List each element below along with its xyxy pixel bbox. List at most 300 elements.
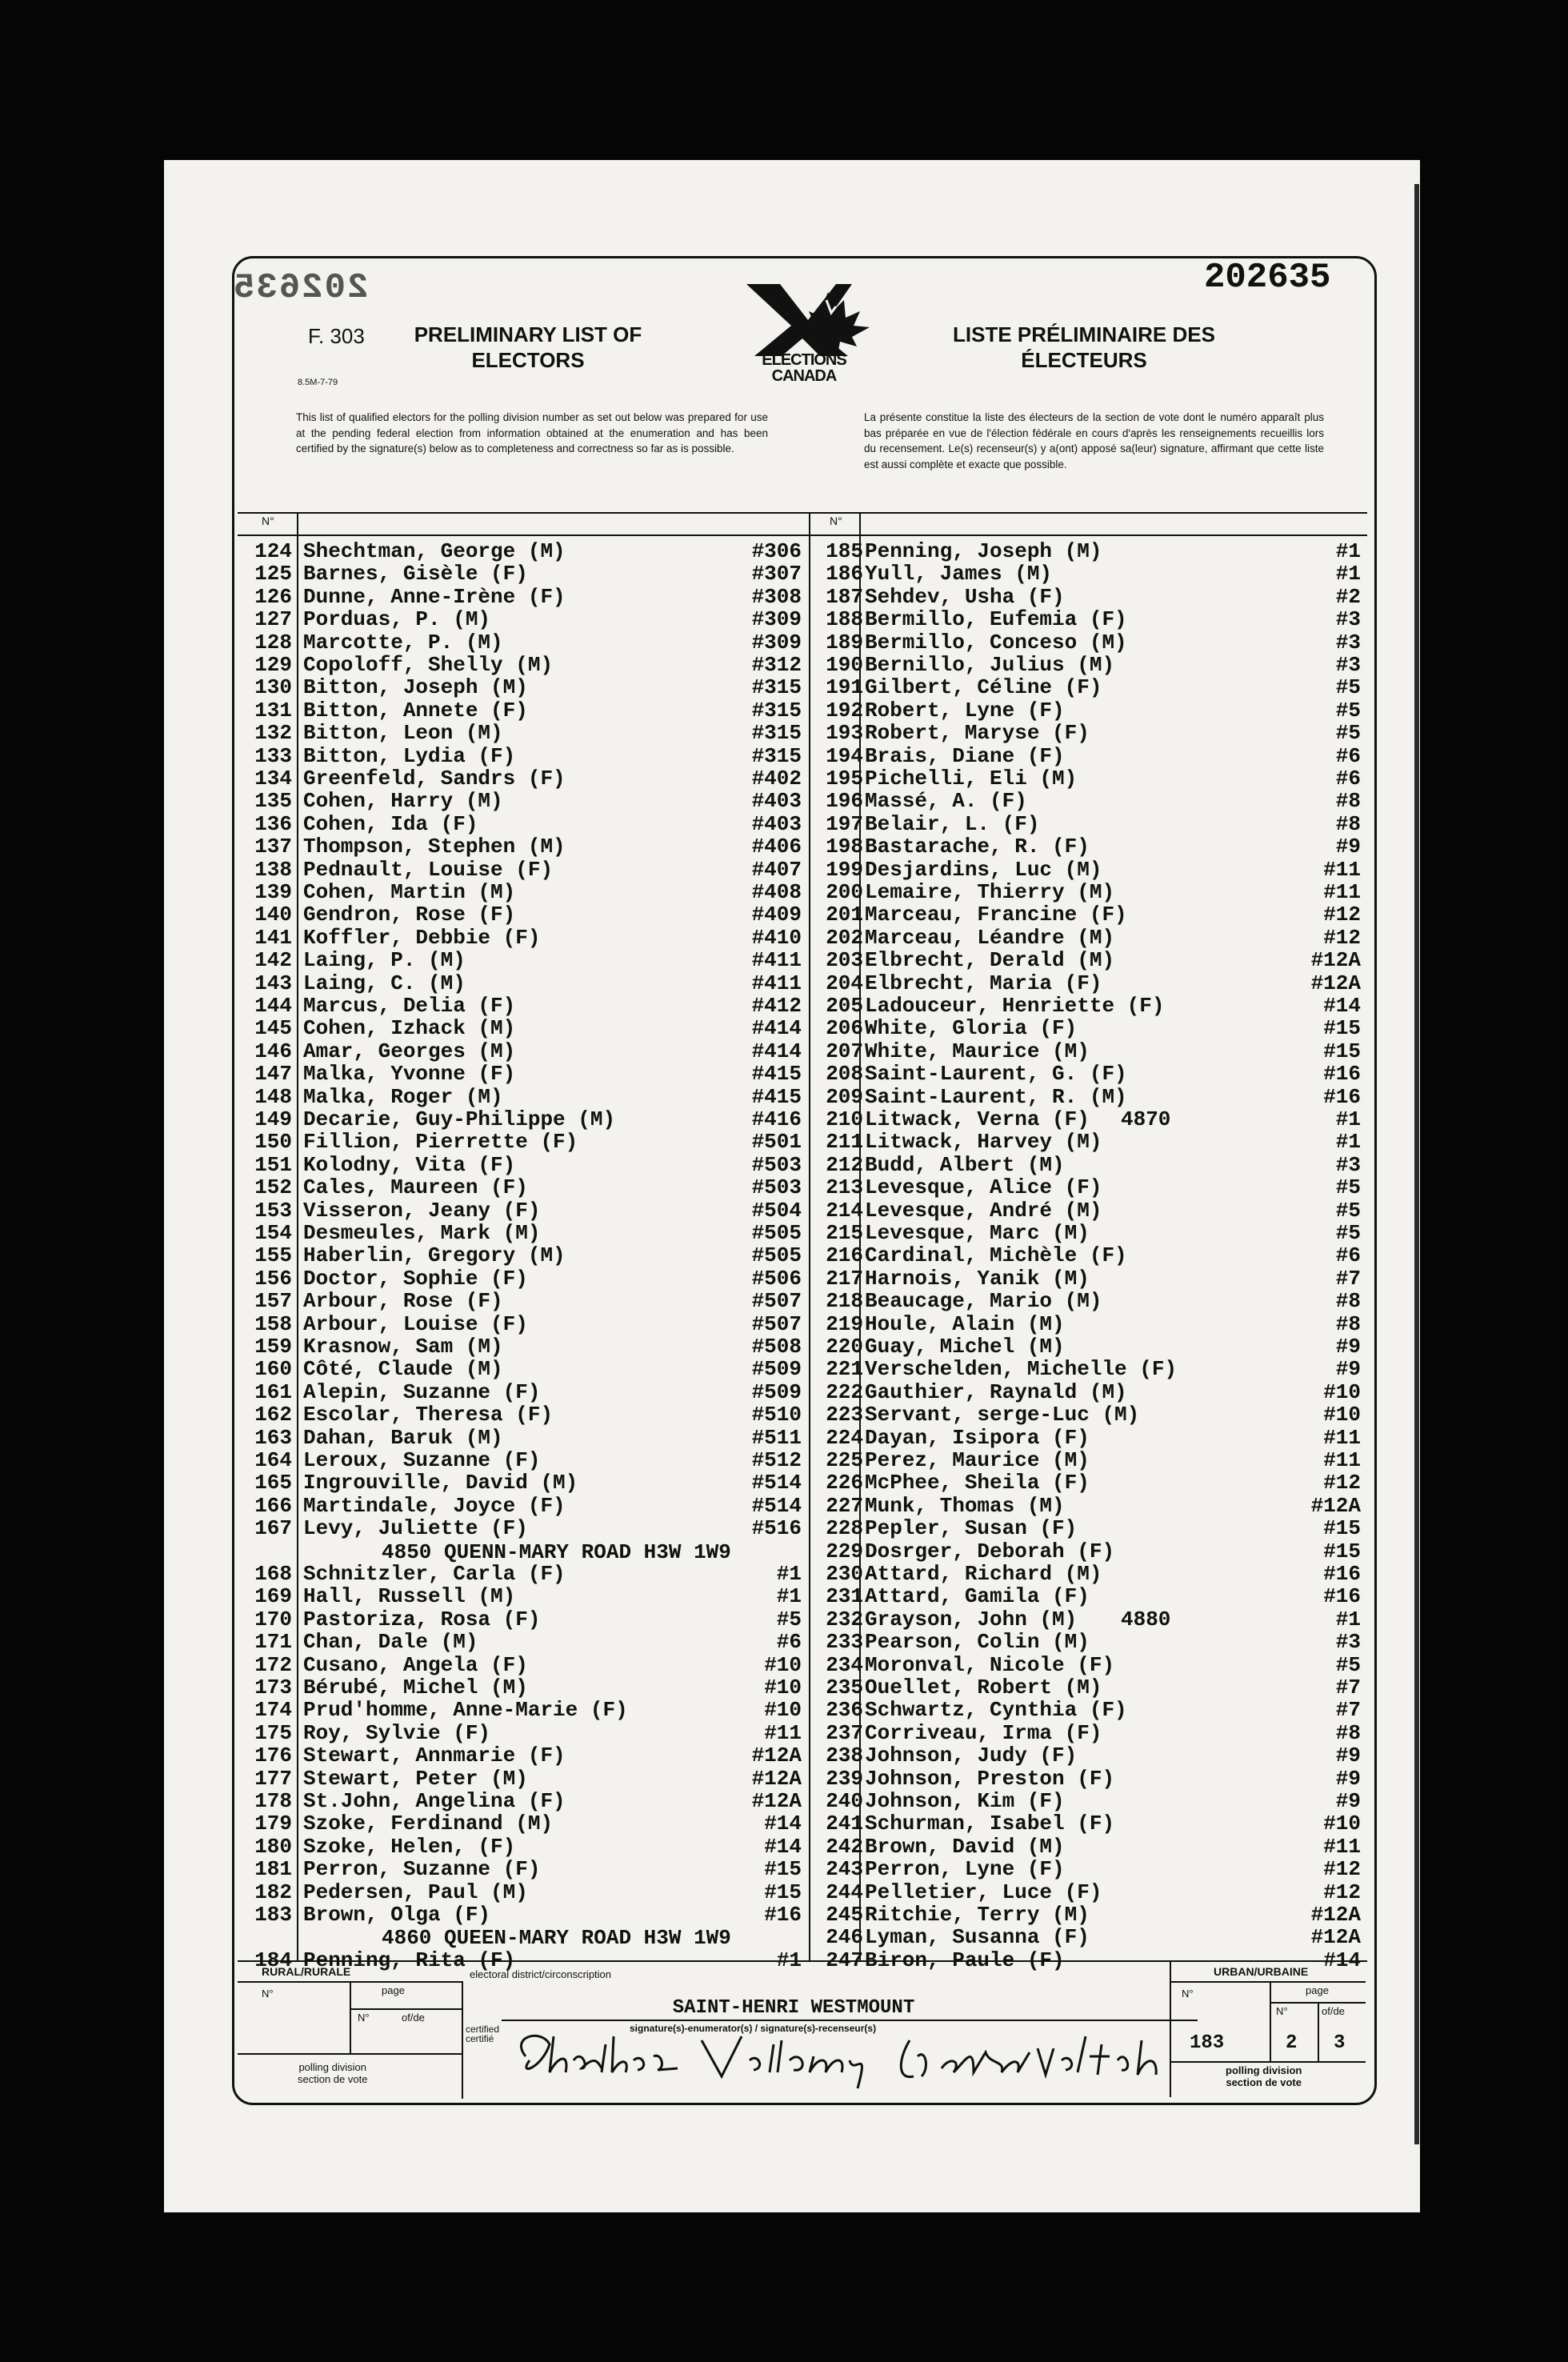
elector-row xyxy=(238,1199,809,1222)
elector-apartment: #11 xyxy=(764,1720,802,1745)
elector-row xyxy=(809,903,1367,926)
elector-number: 221 xyxy=(826,1357,863,1382)
elector-row xyxy=(809,745,1367,767)
elector-name: Pelletier, Luce (F) xyxy=(865,1880,1102,1904)
elector-number: 190 xyxy=(826,653,863,677)
elector-apartment: #403 xyxy=(751,789,802,814)
elector-name: Schwartz, Cynthia (F) xyxy=(865,1698,1127,1723)
elector-name: Saint-Laurent, G. (F) xyxy=(865,1062,1127,1087)
elector-apartment: #2 xyxy=(1335,584,1361,609)
elector-number: 168 xyxy=(254,1562,292,1586)
elector-row xyxy=(238,1108,809,1131)
elector-number: 132 xyxy=(254,721,292,746)
elector-row xyxy=(809,790,1367,812)
elector-name: Schurman, Isabel (F) xyxy=(865,1812,1115,1836)
elector-number: 135 xyxy=(254,789,292,814)
elector-apartment: #15 xyxy=(1323,1016,1361,1041)
elector-apartment: #3 xyxy=(1335,1152,1361,1177)
elector-number: 187 xyxy=(826,584,863,609)
elector-name: Saint-Laurent, R. (M) xyxy=(865,1084,1127,1109)
rural-box-rule xyxy=(350,2008,462,2010)
elector-apartment: #8 xyxy=(1335,789,1361,814)
elector-row xyxy=(809,813,1367,835)
elector-apartment: #9 xyxy=(1335,1743,1361,1768)
elector-number: 220 xyxy=(826,1335,863,1359)
elector-name: Grayson, John (M) xyxy=(865,1607,1078,1631)
elector-row xyxy=(809,1495,1367,1517)
elector-row xyxy=(238,1335,809,1358)
elector-number: 163 xyxy=(254,1425,292,1450)
elector-row xyxy=(238,699,809,722)
page-edge-shadow xyxy=(1414,184,1419,2144)
rural-box-bottom-rule xyxy=(238,2053,462,2055)
street-address-heading: 4850 QUENN-MARY ROAD H3W 1W9 xyxy=(382,1539,731,1564)
elector-row xyxy=(238,1812,809,1835)
elector-name: Bastarache, R. (F) xyxy=(865,835,1090,859)
elector-apartment: #16 xyxy=(1323,1584,1361,1609)
elector-name: McPhee, Sheila (F) xyxy=(865,1471,1090,1495)
elector-apartment: #504 xyxy=(751,1198,802,1223)
title-fr-line-2: ÉLECTEURS xyxy=(1021,348,1147,372)
elector-number: 216 xyxy=(826,1243,863,1268)
elector-name: Dayan, Isipora (F) xyxy=(865,1425,1090,1450)
elector-apartment: #12A xyxy=(751,1743,802,1768)
elector-apartment: #7 xyxy=(1335,1266,1361,1291)
elector-name: Chan, Dale (M) xyxy=(303,1630,478,1655)
elector-name: Houle, Alain (M) xyxy=(865,1311,1065,1336)
elector-name: Attard, Gamila (F) xyxy=(865,1584,1090,1609)
urban-box-rule xyxy=(1170,1981,1366,1983)
urban-of-label: of/de xyxy=(1322,2005,1345,2017)
elector-row xyxy=(809,1176,1367,1199)
elector-name: Bitton, Leon (M) xyxy=(303,721,503,746)
elector-name: Penning, Joseph (M) xyxy=(865,539,1102,563)
elector-name: Arbour, Louise (F) xyxy=(303,1311,528,1336)
elector-apartment: #9 xyxy=(1335,1357,1361,1382)
elector-number: 212 xyxy=(826,1152,863,1177)
elector-apartment: #1 xyxy=(1335,539,1361,563)
elector-number: 231 xyxy=(826,1584,863,1609)
elector-row xyxy=(238,1881,809,1904)
elector-number: 237 xyxy=(826,1720,863,1745)
elector-row xyxy=(238,1767,809,1790)
elector-number: 245 xyxy=(826,1903,863,1927)
elector-name: Cohen, Ida (F) xyxy=(303,811,478,836)
elector-apartment: #6 xyxy=(1335,767,1361,791)
elector-row xyxy=(809,927,1367,949)
elector-row xyxy=(238,1290,809,1312)
elector-row xyxy=(809,676,1367,699)
elector-row xyxy=(238,745,809,767)
elector-number: 158 xyxy=(254,1311,292,1336)
elector-apartment: #9 xyxy=(1335,1335,1361,1359)
elector-number: 142 xyxy=(254,948,292,973)
elector-number: 210 xyxy=(826,1107,863,1131)
elector-number: 202 xyxy=(826,925,863,950)
elector-apartment: #16 xyxy=(1323,1062,1361,1087)
elector-row xyxy=(238,1471,809,1494)
elector-name: Biron, Paule (F) xyxy=(865,1948,1065,1972)
elector-name: Verschelden, Michelle (F) xyxy=(865,1357,1178,1382)
elector-apartment: #15 xyxy=(1323,1539,1361,1563)
elector-name: Marceau, Francine (F) xyxy=(865,903,1127,927)
elector-apartment: #503 xyxy=(751,1175,802,1200)
elector-apartment: #507 xyxy=(751,1289,802,1314)
elector-number: 193 xyxy=(826,721,863,746)
elector-name: Alepin, Suzanne (F) xyxy=(303,1379,541,1404)
elector-apartment: #505 xyxy=(751,1221,802,1245)
elector-row xyxy=(809,1154,1367,1176)
elector-name: Marceau, Léandre (M) xyxy=(865,925,1115,950)
elector-number: 125 xyxy=(254,562,292,586)
elector-name: Kolodny, Vita (F) xyxy=(303,1152,516,1177)
elector-row xyxy=(238,859,809,881)
elector-name: Pedersen, Paul (M) xyxy=(303,1880,528,1904)
elector-row xyxy=(809,1040,1367,1063)
electoral-district-name: SAINT-HENRI WESTMOUNT xyxy=(672,1997,915,2019)
elector-name: White, Gloria (F) xyxy=(865,1016,1078,1041)
elector-row xyxy=(809,1676,1367,1699)
elector-apartment: #507 xyxy=(751,1311,802,1336)
elector-name: Laing, P. (M) xyxy=(303,948,466,973)
elector-number: 233 xyxy=(826,1630,863,1655)
list-header-rule xyxy=(238,534,1367,536)
elector-name: Bitton, Annete (F) xyxy=(303,698,528,723)
elector-apartment: #8 xyxy=(1335,1289,1361,1314)
elector-number: 227 xyxy=(826,1493,863,1518)
elector-row xyxy=(809,1767,1367,1790)
elector-apartment: #505 xyxy=(751,1243,802,1268)
elector-row xyxy=(238,1449,809,1471)
elector-number: 225 xyxy=(826,1448,863,1472)
elector-row xyxy=(809,608,1367,631)
elector-name: Dahan, Baruk (M) xyxy=(303,1425,503,1450)
elector-row xyxy=(809,1836,1367,1858)
elector-apartment: #315 xyxy=(751,743,802,768)
elector-row xyxy=(238,1608,809,1631)
elector-row xyxy=(238,1244,809,1267)
elector-name: Barnes, Gisèle (F) xyxy=(303,562,528,586)
urban-page-number: 2 xyxy=(1286,2032,1298,2054)
elector-apartment: #10 xyxy=(764,1652,802,1677)
elector-number: 184 xyxy=(254,1948,292,1972)
elector-name: Lyman, Susanna (F) xyxy=(865,1925,1090,1950)
elector-name: Bitton, Joseph (M) xyxy=(303,675,528,700)
elector-apartment: #309 xyxy=(751,607,802,632)
elector-row xyxy=(238,562,809,585)
elector-row xyxy=(809,586,1367,608)
elector-apartment: #14 xyxy=(764,1834,802,1859)
elector-apartment: #12A xyxy=(1310,1493,1361,1518)
elector-name: Levy, Juliette (F) xyxy=(303,1516,528,1541)
elector-name: Bernillo, Julius (M) xyxy=(865,653,1115,677)
elector-name: Johnson, Preston (F) xyxy=(865,1766,1115,1791)
elector-row xyxy=(238,1381,809,1403)
elector-number: 165 xyxy=(254,1471,292,1495)
elector-apartment: #312 xyxy=(751,653,802,677)
elector-apartment: #1 xyxy=(1335,1130,1361,1155)
elector-name: Cohen, Harry (M) xyxy=(303,789,503,814)
elector-apartment: #16 xyxy=(1323,1084,1361,1109)
elector-name: Lemaire, Thierry (M) xyxy=(865,880,1115,904)
footer-top-rule xyxy=(238,1960,1367,1962)
elector-row xyxy=(809,881,1367,903)
elector-name: Amar, Georges (M) xyxy=(303,1039,516,1063)
elector-name: St.John, Angelina (F) xyxy=(303,1789,566,1813)
elector-apartment: #10 xyxy=(764,1675,802,1699)
column-header-no-right: N° xyxy=(830,514,842,527)
elector-apartment: #514 xyxy=(751,1471,802,1495)
elector-row xyxy=(809,1199,1367,1222)
elector-name: Haberlin, Gregory (M) xyxy=(303,1243,566,1268)
elector-number: 201 xyxy=(826,903,863,927)
elector-row xyxy=(809,1471,1367,1494)
title-french xyxy=(928,322,1240,373)
elector-name: Ladouceur, Henriette (F) xyxy=(865,994,1165,1018)
elector-row xyxy=(809,699,1367,722)
elector-name: Bérubé, Michel (M) xyxy=(303,1675,528,1699)
elector-number: 179 xyxy=(254,1812,292,1836)
elector-name: Johnson, Kim (F) xyxy=(865,1789,1065,1813)
elector-number: 157 xyxy=(254,1289,292,1314)
elector-apartment: #3 xyxy=(1335,607,1361,632)
elector-number: 136 xyxy=(254,811,292,836)
elector-row xyxy=(238,835,809,858)
elector-apartment: #12A xyxy=(1310,1903,1361,1927)
elector-apartment: #510 xyxy=(751,1403,802,1427)
elector-name: Marcus, Delia (F) xyxy=(303,994,516,1018)
elector-number: 226 xyxy=(826,1471,863,1495)
elector-name: Martindale, Joyce (F) xyxy=(303,1493,566,1518)
elector-name: Bitton, Lydia (F) xyxy=(303,743,516,768)
elector-apartment: #11 xyxy=(1323,857,1361,882)
elector-row xyxy=(809,859,1367,881)
elector-number: 146 xyxy=(254,1039,292,1063)
elector-name: Cardinal, Michèle (F) xyxy=(865,1243,1127,1268)
elector-number: 171 xyxy=(254,1630,292,1655)
elector-row xyxy=(809,1086,1367,1108)
elector-name: Laing, C. (M) xyxy=(303,971,466,995)
elector-apartment: #12A xyxy=(1310,971,1361,995)
elector-apartment: #11 xyxy=(1323,1834,1361,1859)
elector-apartment: #5 xyxy=(1335,1198,1361,1223)
elector-name: Attard, Richard (M) xyxy=(865,1562,1102,1586)
elector-name: Penning, Rita (F) xyxy=(303,1948,516,1972)
urban-no-label: N° xyxy=(1182,1988,1194,2000)
elector-apartment: #403 xyxy=(751,811,802,836)
elector-row xyxy=(238,1631,809,1653)
elector-number: 124 xyxy=(254,539,292,563)
elector-number: 200 xyxy=(826,880,863,904)
elector-name: Sehdev, Usha (F) xyxy=(865,584,1065,609)
title-en-line-1: PRELIMINARY LIST OF xyxy=(414,322,642,346)
elector-name: Szoke, Helen, (F) xyxy=(303,1834,516,1859)
elector-apartment: #6 xyxy=(776,1630,802,1655)
elector-name: Stewart, Peter (M) xyxy=(303,1766,528,1791)
urban-polling-division-fr: section de vote xyxy=(1226,2076,1302,2088)
elector-number: 217 xyxy=(826,1266,863,1291)
elector-name: Litwack, Harvey (M) xyxy=(865,1130,1102,1155)
elector-apartment: #3 xyxy=(1335,630,1361,655)
elector-number: 239 xyxy=(826,1766,863,1791)
elector-number: 235 xyxy=(826,1675,863,1699)
elector-row xyxy=(809,1608,1367,1631)
urban-page-total: 3 xyxy=(1334,2032,1346,2054)
elector-name: Munk, Thomas (M) xyxy=(865,1493,1065,1518)
elector-number: 191 xyxy=(826,675,863,700)
elector-apartment: #5 xyxy=(776,1607,802,1631)
elector-number: 133 xyxy=(254,743,292,768)
elector-number: 167 xyxy=(254,1516,292,1541)
elector-row xyxy=(809,1654,1367,1676)
elector-apartment: #1 xyxy=(776,1948,802,1972)
elector-name: Desmeules, Mark (M) xyxy=(303,1221,541,1245)
urban-page-label: page xyxy=(1306,1984,1329,1996)
elector-apartment: #11 xyxy=(1323,1425,1361,1450)
elector-name: Levesque, André (M) xyxy=(865,1198,1102,1223)
elector-apartment: #5 xyxy=(1335,1175,1361,1200)
elector-address-number: 4880 xyxy=(1121,1607,1171,1631)
elector-name: Bermillo, Eufemia (F) xyxy=(865,607,1127,632)
elector-name: Cusano, Angela (F) xyxy=(303,1652,528,1677)
elector-number: 126 xyxy=(254,584,292,609)
elector-row xyxy=(238,995,809,1017)
elector-row xyxy=(238,1063,809,1085)
elector-row xyxy=(809,1926,1367,1948)
elector-row xyxy=(809,949,1367,971)
elector-row xyxy=(238,972,809,995)
elector-name: Dosrger, Deborah (F) xyxy=(865,1539,1115,1563)
elector-row xyxy=(809,1017,1367,1039)
elector-name: Marcotte, P. (M) xyxy=(303,630,503,655)
urban-polling-number: 183 xyxy=(1190,2032,1225,2054)
elector-row xyxy=(809,1222,1367,1244)
elector-number: 194 xyxy=(826,743,863,768)
elector-row xyxy=(809,631,1367,654)
elector-number: 160 xyxy=(254,1357,292,1382)
elector-row xyxy=(238,1904,809,1926)
elector-row xyxy=(238,1790,809,1812)
elector-number: 247 xyxy=(826,1948,863,1972)
elector-apartment: #7 xyxy=(1335,1675,1361,1699)
elector-apartment: #5 xyxy=(1335,698,1361,723)
elector-number: 209 xyxy=(826,1084,863,1109)
elector-number: 238 xyxy=(826,1743,863,1768)
urban-label: URBAN/URBAINE xyxy=(1214,1965,1309,1978)
elector-name: Greenfeld, Sandrs (F) xyxy=(303,767,566,791)
elector-row xyxy=(238,1699,809,1721)
elector-number: 130 xyxy=(254,675,292,700)
elector-row xyxy=(809,1313,1367,1335)
elector-apartment: #514 xyxy=(751,1493,802,1518)
elector-apartment: #501 xyxy=(751,1130,802,1155)
elector-number: 189 xyxy=(826,630,863,655)
elector-number: 173 xyxy=(254,1675,292,1699)
elector-number: 203 xyxy=(826,948,863,973)
elector-apartment: #1 xyxy=(1335,1607,1361,1631)
elector-apartment: #8 xyxy=(1335,811,1361,836)
elector-number: 154 xyxy=(254,1221,292,1245)
elector-row xyxy=(238,1858,809,1880)
elector-name: Gauthier, Raynald (M) xyxy=(865,1379,1127,1404)
elector-row xyxy=(809,1244,1367,1267)
elector-number: 228 xyxy=(826,1516,863,1541)
elector-apartment: #414 xyxy=(751,1039,802,1063)
elector-number: 174 xyxy=(254,1698,292,1723)
elector-apartment: #12A xyxy=(1310,948,1361,973)
rural-of-label: of/de xyxy=(402,2012,425,2024)
elector-apartment: #11 xyxy=(1323,1448,1361,1472)
elector-number: 199 xyxy=(826,857,863,882)
rural-no-label: N° xyxy=(262,1988,274,2000)
elector-apartment: #308 xyxy=(751,584,802,609)
column-header-no-left: N° xyxy=(262,514,274,527)
elector-number: 134 xyxy=(254,767,292,791)
elector-apartment: #408 xyxy=(751,880,802,904)
elector-number: 175 xyxy=(254,1720,292,1745)
logo-text xyxy=(732,352,876,384)
elector-row xyxy=(809,1858,1367,1880)
elector-name: Perron, Suzanne (F) xyxy=(303,1857,541,1882)
elector-name: Copoloff, Shelly (M) xyxy=(303,653,554,677)
elector-row xyxy=(238,1040,809,1063)
elector-apartment: #15 xyxy=(764,1857,802,1882)
elector-number: 128 xyxy=(254,630,292,655)
elector-number: 219 xyxy=(826,1311,863,1336)
elector-number: 140 xyxy=(254,903,292,927)
rural-polling-division-fr: section de vote xyxy=(298,2073,368,2085)
elector-apartment: #9 xyxy=(1335,1789,1361,1813)
elector-name: Dunne, Anne-Irène (F) xyxy=(303,584,566,609)
elector-row xyxy=(238,1403,809,1426)
intro-paragraph-french: La présente constitue la liste des électeurs de la section de vote dont le numéro apparaît plus bas préparée en vue de l'élection fédérale en cours d'après les renseignements recueillis lors du recensement. Le(s) recenseur(s) y a(ont) apposé sa(leur) signature, affirmant que cette liste est aussi complète et exacte que possible. xyxy=(864,411,1324,470)
elector-row xyxy=(238,949,809,971)
elector-row xyxy=(809,972,1367,995)
elector-apartment: #409 xyxy=(751,903,802,927)
elector-number: 205 xyxy=(826,994,863,1018)
elector-number: 145 xyxy=(254,1016,292,1041)
elector-row xyxy=(238,1313,809,1335)
elector-apartment: #1 xyxy=(776,1584,802,1609)
elector-number: 218 xyxy=(826,1289,863,1314)
elector-row xyxy=(238,790,809,812)
street-address-heading: 4860 QUEEN-MARY ROAD H3W 1W9 xyxy=(382,1926,731,1951)
elector-name: Côté, Claude (M) xyxy=(303,1357,503,1382)
elector-apartment: #12A xyxy=(751,1789,802,1813)
elector-number: 222 xyxy=(826,1379,863,1404)
elector-apartment: #14 xyxy=(1323,1948,1361,1972)
logo-text-line-2: CANADA xyxy=(771,367,837,385)
urban-polling-division-en: polling division xyxy=(1226,2064,1302,2076)
serial-number: 202635 xyxy=(1204,258,1331,298)
elector-name: Hall, Russell (M) xyxy=(303,1584,516,1609)
elector-number: 213 xyxy=(826,1175,863,1200)
elector-name: Elbrecht, Maria (F) xyxy=(865,971,1102,995)
elector-number: 138 xyxy=(254,857,292,882)
elector-name: Prud'homme, Anne-Marie (F) xyxy=(303,1698,628,1723)
elector-apartment: #402 xyxy=(751,767,802,791)
elector-apartment: #7 xyxy=(1335,1698,1361,1723)
elector-apartment: #509 xyxy=(751,1357,802,1382)
elector-number: 162 xyxy=(254,1403,292,1427)
elector-name: Shechtman, George (M) xyxy=(303,539,566,563)
elector-row xyxy=(809,835,1367,858)
title-fr-line-1: LISTE PRÉLIMINAIRE DES xyxy=(953,322,1215,346)
elector-name: Desjardins, Luc (M) xyxy=(865,857,1102,882)
form-footer xyxy=(238,1960,1367,2100)
elector-row xyxy=(238,676,809,699)
elector-apartment: #16 xyxy=(764,1903,802,1927)
